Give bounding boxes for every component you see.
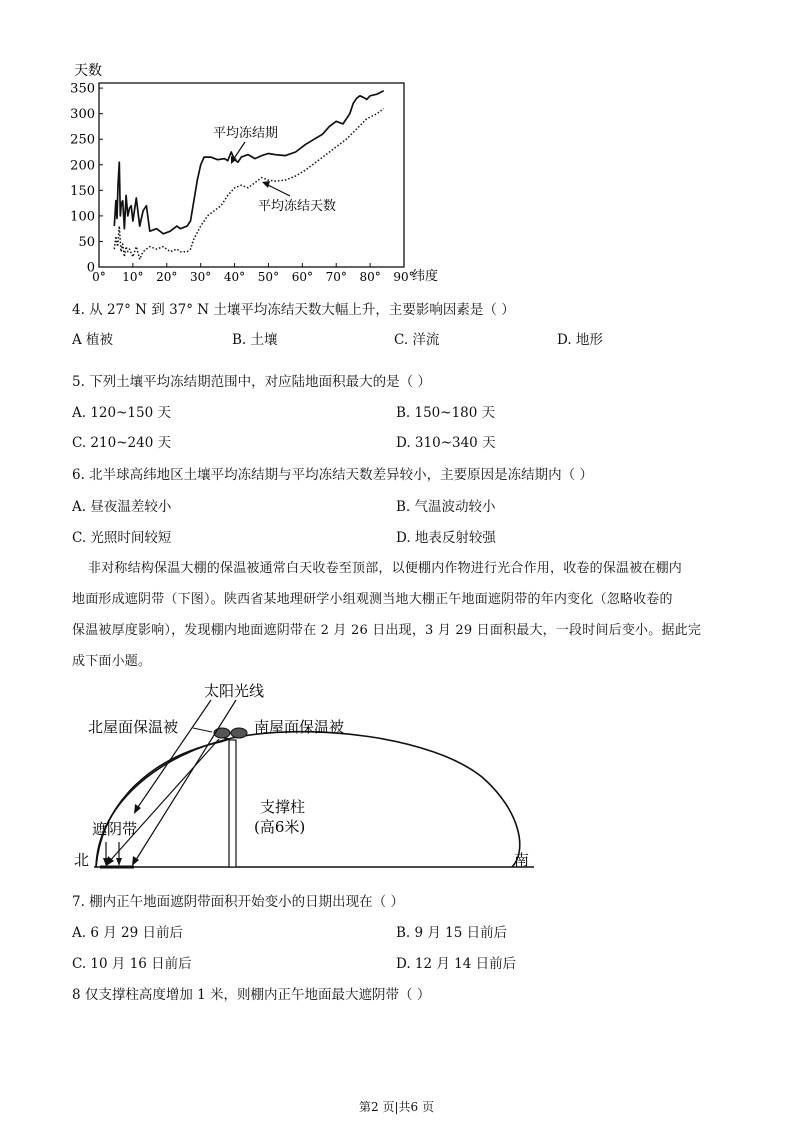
x-tick-label: 40°: [223, 270, 246, 284]
support-pillar: [229, 740, 236, 867]
x-tick-label: 80°: [359, 270, 381, 284]
sun-ray-1-arrow: [134, 804, 141, 814]
question-8-stem: 8 仅支撑柱高度增加 1 米，则棚内正午地面最大遮阴带（ ）: [72, 987, 431, 1003]
q7-option-a: A. 6 月 29 日前后: [72, 925, 183, 941]
greenhouse-diagram: [72, 682, 542, 874]
y-tick-label: 250: [70, 132, 95, 148]
x-axis-label: 纬度: [412, 269, 439, 284]
label-sun-rays: 太阳光线: [204, 682, 265, 700]
x-tick-label: 50°: [257, 270, 280, 284]
greenhouse-diagram-svg: [72, 682, 542, 874]
sun-ray-1: [136, 700, 211, 810]
label-pillar-height: (高6米): [254, 818, 306, 836]
passage-line-4: 成下面小题。: [72, 654, 152, 669]
annotation-arrowhead-days: [262, 181, 270, 188]
greenhouse-roof: [96, 732, 520, 867]
x-tick-label: 70°: [325, 270, 347, 284]
x-tick-label: 90°: [393, 270, 415, 284]
x-tick-label: 20°: [156, 270, 178, 284]
annotation-arrow-days: [268, 185, 290, 196]
passage-line-1: 非对称结构保温大棚的保温被通常白天收卷至顶部，以便棚内作物进行光合作用，收卷的保温被在棚内: [88, 561, 683, 576]
south-quilt-roll: [231, 728, 247, 738]
north-quilt-roll: [214, 728, 230, 738]
page-footer: 第2 页|共6 页: [359, 1100, 434, 1114]
q5-option-c: C. 210~240 天: [72, 435, 172, 451]
passage-line-2: 地面形成遮阴带（下图）。陕西省某地理研学小组观测当地大棚正午地面遮阴带的年内变化（忽略收卷的: [72, 592, 673, 607]
plot-frame: [99, 83, 404, 267]
question-4-stem: 4. 从 27° N 到 37° N 土壤平均冻结天数大幅上升，主要影响因素是（ ）: [72, 302, 515, 318]
question-7-stem: 7. 棚内正午地面遮阴带面积开始变小的日期出现在（ ）: [72, 894, 404, 910]
q7-option-c: C. 10 月 16 日前后: [72, 956, 192, 972]
q6-option-b: B. 气温波动较小: [396, 499, 496, 515]
q5-option-b: B. 150~180 天: [396, 405, 496, 421]
y-tick-label: 350: [70, 81, 95, 97]
label-north: 北: [74, 851, 90, 869]
q4-option-c: C. 洋流: [394, 332, 440, 348]
label-shade-belt: 遮阴带: [92, 820, 138, 838]
q4-option-d: D. 地形: [557, 332, 603, 348]
q4-option-b: B. 土壤: [232, 332, 278, 348]
q5-option-d: D. 310~340 天: [396, 435, 496, 451]
question-6-stem: 6. 北半球高纬地区土壤平均冻结期与平均冻结天数差异较小，主要原因是冻结期内（ ）: [72, 467, 593, 483]
question-5-stem: 5. 下列土壤平均冻结期范围中，对应陆地面积最大的是（ ）: [72, 374, 431, 390]
q5-option-a: A. 120~150 天: [72, 405, 171, 421]
q6-option-c: C. 光照时间较短: [72, 530, 172, 546]
x-tick-label: 30°: [190, 270, 212, 284]
q7-option-d: D. 12 月 14 日前后: [396, 956, 517, 972]
x-tick-label: 10°: [122, 270, 144, 284]
q4-option-a: A 植被: [72, 332, 114, 348]
y-tick-label: 300: [70, 107, 95, 123]
y-axis-label: 天数: [74, 63, 102, 79]
q7-option-b: B. 9 月 15 日前后: [396, 925, 508, 941]
freezing-chart-svg: [60, 58, 460, 290]
q6-option-a: A. 昼夜温差较小: [72, 499, 172, 515]
series-line-freeze-period: [114, 91, 383, 234]
north-quilt-pointer: [193, 728, 212, 732]
y-tick-label: 0: [86, 260, 95, 276]
label-pillar: 支撑柱: [260, 798, 306, 816]
y-tick-label: 200: [70, 158, 95, 174]
y-tick-label: 150: [70, 183, 95, 199]
x-tick-label: 60°: [291, 270, 313, 284]
y-tick-label: 50: [78, 234, 95, 250]
annotation-freeze-days: 平均冻结天数: [258, 199, 337, 214]
passage-line-3: 保温被厚度影响），发现棚内地面遮阴带在 2 月 26 日出现，3 月 29 日面积最大，一段时间后变小。据此完: [72, 623, 702, 638]
q6-option-d: D. 地表反射较强: [396, 530, 496, 546]
y-tick-label: 100: [70, 209, 95, 225]
label-south: 南: [514, 851, 530, 869]
freezing-chart: [60, 58, 460, 290]
annotation-freeze-period: 平均冻结期: [213, 126, 279, 141]
shade-belt-arrowhead-right: [116, 858, 122, 866]
label-south-quilt: 南屋面保温被: [254, 718, 345, 736]
x-tick-label: 0°: [92, 270, 106, 284]
label-north-quilt: 北屋面保温被: [88, 718, 179, 736]
sun-ray-2: [108, 739, 219, 863]
